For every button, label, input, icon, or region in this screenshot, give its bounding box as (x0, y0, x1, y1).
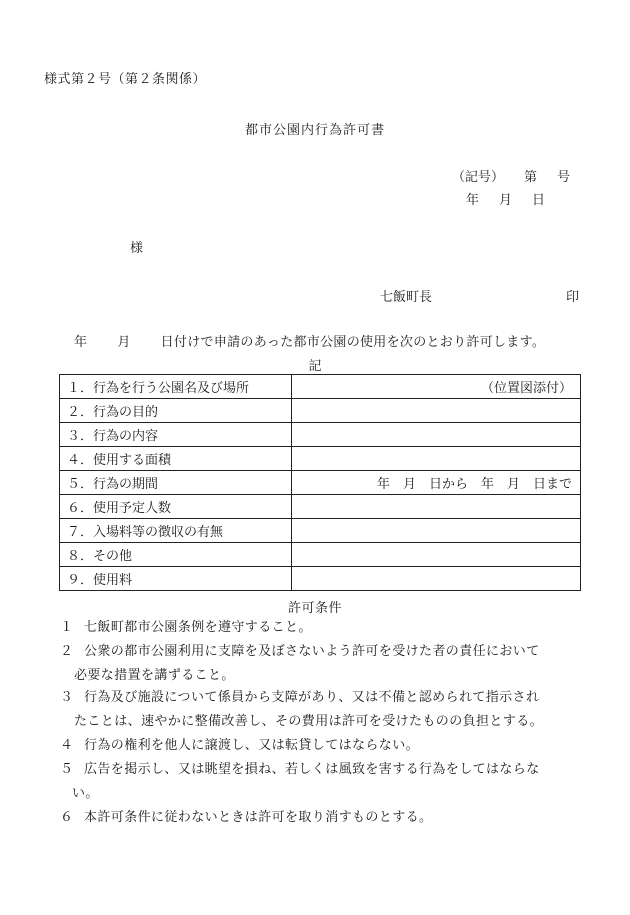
row-value (292, 495, 581, 519)
condition-text: 広告を掲示し、又は眺望を損ね、若しくは風致を害する行為をしてはならな (84, 762, 540, 777)
date-year: 年 (466, 193, 480, 208)
table-row (60, 567, 581, 591)
row-value (292, 567, 581, 591)
table-row (60, 519, 581, 543)
ref-label: （記号） (452, 170, 505, 185)
table-row (60, 543, 581, 567)
condition-number: １ (60, 620, 74, 635)
condition-number: ３ (60, 690, 74, 705)
form-number: 様式第２号（第２条関係） (44, 72, 207, 87)
condition-number: ６ (60, 810, 74, 825)
intro-text: 日付けで申請のあった都市公園の使用を次のとおり許可します。 (160, 335, 546, 350)
condition-item (60, 616, 582, 640)
condition-number: ５ (60, 762, 74, 777)
permission-statement (74, 331, 545, 350)
condition-text: 行為及び施設について係員から支障があり、又は不備と認められて指示され (84, 690, 540, 705)
condition-item (60, 758, 582, 806)
condition-text-cont: 必要な措置を講ずること。 (74, 668, 235, 683)
ref-go: 号 (557, 170, 571, 185)
condition-text-cont: い。 (72, 786, 99, 801)
condition-text: 公衆の都市公園利用に支障を及ぼさないよう許可を受けた者の責任において (84, 644, 540, 659)
row-label: ５．行為の期間 (60, 471, 292, 495)
condition-text: 行為の権利を他人に譲渡し、又は転貸してはならない。 (84, 738, 420, 753)
table-row (60, 423, 581, 447)
reference-number-line (452, 166, 590, 185)
condition-item (60, 686, 582, 734)
row-value (292, 519, 581, 543)
row-label: ６．使用予定人数 (60, 495, 292, 519)
addressee: 様 (130, 241, 144, 256)
row-value (292, 399, 581, 423)
condition-text: 本許可条件に従わないときは許可を取り消すものとする。 (84, 810, 433, 825)
row-label: ３．行為の内容 (60, 423, 292, 447)
date-month: 月 (499, 193, 513, 208)
row-label: ８．その他 (60, 543, 292, 567)
row-value (292, 543, 581, 567)
table-row (60, 495, 581, 519)
row-value: （位置図添付） (292, 375, 581, 399)
intro-year: 年 (74, 335, 88, 350)
row-value (292, 447, 581, 471)
conditions-title: 許可条件 (287, 601, 342, 616)
table-row (60, 471, 581, 495)
row-label: ２．行為の目的 (60, 399, 292, 423)
row-label: ７．入場料等の徴収の有無 (60, 519, 292, 543)
condition-number: ２ (60, 644, 74, 659)
row-value: 年 月 日から 年 月 日まで (292, 471, 581, 495)
document-title: 都市公園内行為許可書 (244, 123, 385, 138)
issuer-name: 七飯町長 (380, 290, 433, 305)
row-label: ９．使用料 (60, 567, 292, 591)
intro-month: 月 (117, 335, 131, 350)
table-row (60, 375, 581, 399)
permit-items-table (59, 374, 581, 591)
condition-item (60, 734, 582, 758)
seal-mark: 印 (566, 290, 580, 305)
row-value (292, 423, 581, 447)
table-row (60, 399, 581, 423)
issue-date-line (466, 189, 545, 208)
condition-text-cont: たことは、速やかに整備改善し、その費用は許可を受けたものの負担とする。 (74, 714, 544, 729)
condition-item (60, 806, 582, 830)
row-label: １．行為を行う公園名及び場所 (60, 375, 292, 399)
row-label: ４．使用する面積 (60, 447, 292, 471)
table-row (60, 447, 581, 471)
condition-number: ４ (60, 738, 74, 753)
ki-heading: 記 (308, 359, 322, 374)
date-day: 日 (532, 193, 546, 208)
condition-text: 七飯町都市公園条例を遵守すること。 (84, 620, 312, 635)
condition-item (60, 640, 582, 688)
ref-dai: 第 (524, 170, 538, 185)
